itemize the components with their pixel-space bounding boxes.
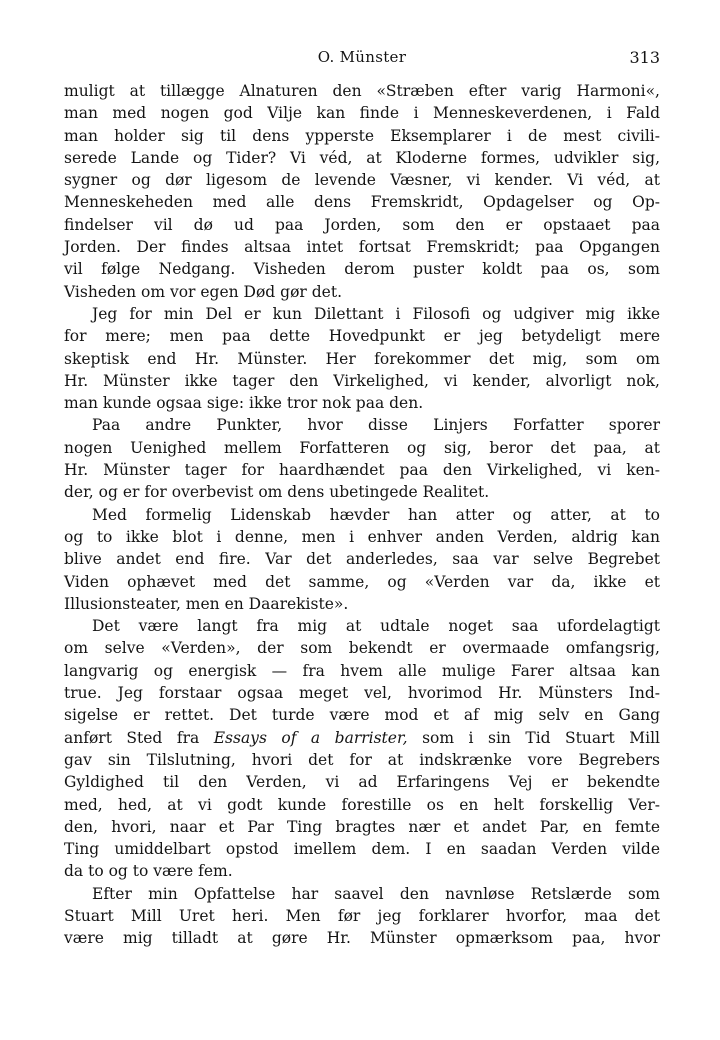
text-line: den, hvori, naar et Par Ting bragtes nær et andet Par, en femte [64,817,660,836]
text-line: findelser vil dø ud paa Jorden, som den er opstaaet paa [64,215,660,234]
text-line: Menneskeheden med alle dens Fremskridt, Opdagelser og Op- [64,193,660,212]
text-line: og to ikke blot i denne, men i enhver anden Verden, aldrig kan [64,527,660,546]
text-line: man holder sig til dens ypperste Eksemplarer i de mest civili- [64,126,660,145]
text-line: Illusionsteater, men en Daarekiste». [64,594,349,613]
text-line: vil følge Nedgang. Visheden derom puster koldt paa os, som [64,260,660,279]
text-line: true. Jeg forstaar ogsaa meget vel, hvorimod Hr. Münsters Ind- [64,684,660,703]
text-line: Hr. Münster tager for haardhændet paa den Virkelighed, vi ken- [64,461,660,480]
text-line: skeptisk end Hr. Münster. Her forekommer det mig, som om [64,349,660,368]
text-line: Gyldighed til den Verden, vi ad Erfaringens Vej er bekendte [64,773,660,792]
text-line: langvarig og energisk — fra hvem alle mulige Farer altsaa kan [64,661,660,680]
text-line: Viden ophævet med det samme, og «Verden var da, ikke et [64,572,660,591]
paragraph-start-line: Paa andre Punkter, hvor disse Linjers Forfatter sporer [92,416,660,435]
body-text [64,80,660,950]
text-line: med, hed, at vi godt kunde forestille os en helt forskellig Ver- [64,795,660,814]
page-number: 313 [629,48,660,67]
text-line: muligt at tillægge Alnaturen den «Stræben efter varig Harmoni«, [64,82,660,100]
book-page [64,48,660,950]
text-segment: anført Sted fra [64,728,214,747]
text-line: serede Lande og Tider? Vi véd, at Kloderne formes, udvikler sig, [64,148,660,167]
text-line-with-italic [64,727,660,749]
paragraph-start-line: Jeg for min Del er kun Dilettant i Filosofi og udgiver mig ikke [92,304,660,323]
text-line: Ting umiddelbart opstod imellem dem. I en saadan Verden vilde [64,840,660,859]
text-line: man med nogen god Vilje kan finde i Menneskeverdenen, i Fald [64,104,660,123]
text-line: Jorden. Der findes altsaa intet fortsat Fremskridt; paa Opgangen [64,238,660,257]
text-line: for mere; men paa dette Hovedpunkt er jeg betydeligt mere [64,327,660,346]
text-line: om selve «Verden», der som bekendt er overmaade omfangsrig, [64,639,660,658]
text-line: være mig tilladt at gøre Hr. Münster opmærksom paa, hvor [64,929,660,948]
running-title: O. Münster [317,48,407,66]
paragraph-start-line: Det være langt fra mig at udtale noget saa ufordelagtigt [92,617,660,636]
paragraph-start-line: Med formelig Lidenskab hævder han atter og atter, at to [92,505,660,524]
text-line: nogen Uenighed mellem Forfatteren og sig, beror det paa, at [64,438,660,457]
text-line: sygner og dør ligesom de levende Væsner, vi kender. Vi véd, at [64,171,660,190]
text-line: blive andet end fire. Var det anderledes, saa var selve Begrebet [64,550,660,569]
text-line: der, og er for overbevist om dens ubetingede Realitet. [64,483,490,502]
text-line: gav sin Tilslutning, hvori det for at indskrænke vore Begrebers [64,750,660,769]
text-line: Visheden om vor egen Død gør det. [64,282,343,301]
text-line: da to og to være fem. [64,862,233,881]
paragraph-start-line: Efter min Opfattelse har saavel den navnløse Retslærde som [92,884,660,903]
text-line: Stuart Mill Uret heri. Men før jeg forklarer hvorfor, maa det [64,906,660,925]
text-line: Hr. Münster ikke tager den Virkelighed, vi kender, alvorligt nok, [64,371,660,390]
text-segment: som i sin Tid Stuart Mill [407,728,660,747]
book-title-italic: Essays of a barrister, [213,728,408,747]
text-line: sigelse er rettet. Det turde være mod et af mig selv en Gang [64,706,660,725]
text-line: man kunde ogsaa sige: ikke tror nok paa den. [64,394,424,413]
running-head [64,48,660,74]
